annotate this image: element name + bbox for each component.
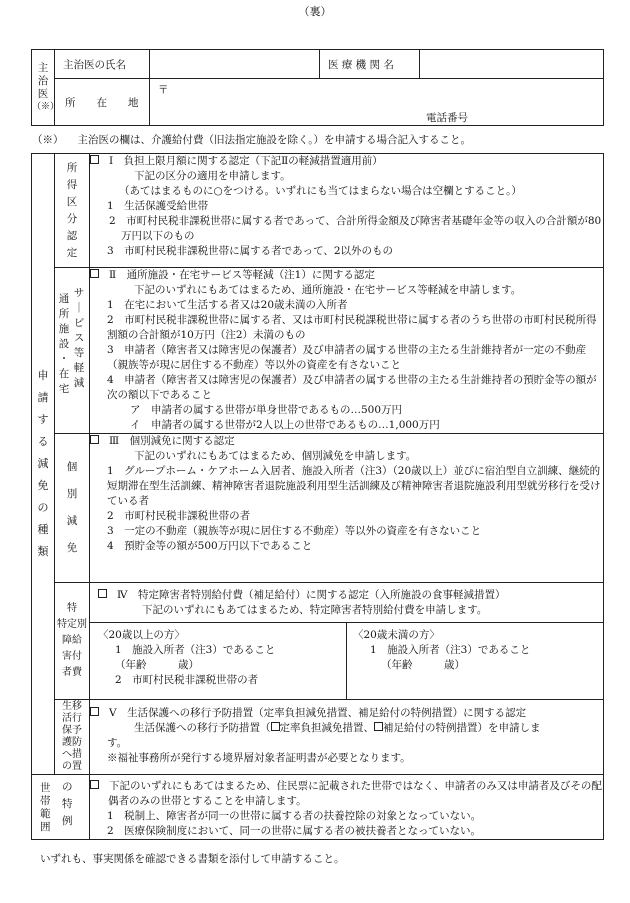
doctor-info-table [31,49,604,126]
home-service-reduction-label: 通 所 施 設 ・ 在 宅 サ ｜ ビ ス 等 軽 減 [55,268,90,434]
household-exception: 下記のいずれにもあてはまるため、住民票に記載された世帯ではなく、申請者のみ又は申請者及びその配偶者のみの世帯とすることを申請します。 1 税制上、障害者が同一の世帯に属する者の扶養控除の対象となっていない。 2 医療保険制度において、同一の世帯に属する者の被扶養者となっていない。 [90,775,604,840]
over-20-age-field[interactable]: （年齢 歳） [115,659,199,671]
reduction-types-label: 申 請 す る 減 免 の 種 類 [32,154,55,775]
medical-institution-field[interactable] [420,50,604,79]
over-20-column: 〈20歳以上の方〉 1 施設入所者（注3）であること （年齢 歳） 2 市町村民税非課税世帯の者 [90,623,347,699]
household-exception-checkbox[interactable] [90,780,99,789]
income-option-3[interactable]: 3 市町村民税非課税世帯に属する者であって、2以外のもの [107,245,394,257]
page-side-title: （裏） [298,5,332,18]
welfare-prevention-label: 生移 活行 保予 護防 へ措 の置 [55,700,90,775]
individual-reduction-label: 個 別 減 免 [55,434,90,583]
income-category-label: 所 得 区 分 認 定 [55,154,90,268]
section-1-income-category: Ⅰ 負担上限月額に関する認定（下記Ⅱの軽減措置適用前） 下記の区分の適用を申請します。 （あてはまるものに○をつける。いずれにも当てはまらない場合は空欄とすること。） 1 生活保護受給世帯 2 市町村民税非課税世帯に属する者であって、合計所得金額及び障害者基礎年金等の収入の合計額が80万円以下のもの 3 市町村民税非課税世帯に属する者であって、2以外のもの [90,154,604,268]
section-4-checkbox[interactable] [98,589,107,598]
doctor-note: （※） 主治医の欄は、介護給付費（旧法指定施設を除く。）を申請する場合記入すること。 [32,134,472,146]
section-2-home-service-reduction: Ⅱ 通所施設・在宅サービス等軽減（注1）に関する認定 下記のいずれにもあてはまるため、通所施設・在宅サービス等軽減を申請します。 1 在宅において生活する者又は20歳未満の入所者 2 市町村民税非課税世帯に属する者、又は市町村民税課税世帯に属する者のうち世帯の市町村民税所得割額の合計額が10万円（注2）未満のもの 3 申請者（障害者又は障害児の保護者）及び申請者の属する世帯の主たる生計維持者が一定の不動産（親族等が現に居住する不動産）等以外の資産を有さないこと 4 申請者（障害者又は障害児の保護者）及び申請者の属する世帯の主たる生計維持者の預貯金等の額が次の額以下であること ア 申請者の属する世帯が単身世帯であるもの…500万円 イ 申請者の属する世帯が2人以上の世帯であるもの…1,000万円 [90,268,604,434]
income-option-1[interactable]: 1 生活保護受給世帯 [107,200,209,212]
doctor-side-label: 主 治 医 （※） [32,50,55,126]
address-label: 所 在 地 [55,79,150,126]
household-exception-label: 世 帯 範 囲 の 特 例 [32,775,90,840]
section-5-checkbox[interactable] [90,707,99,716]
income-option-2[interactable]: 2 市町村民税非課税世帯に属する者であって、合計所得金額及び障害者基礎年金等の収入の合計額が80万円以下のもの [109,215,602,242]
footer-note: いずれも、事実関係を確認できる書類を添付して申請すること。 [40,853,345,865]
section-3-individual-reduction: Ⅲ 個別減免に関する認定 下記のいずれにもあてはまるため、個別減免を申請します。 1 グループホーム・ケアホーム入居者、施設入所者（注3）（20歳以上）並びに宿泊型自立訓練、継続的短期滞在型生活訓練、精神障害者退院施設利用型生活訓練及び精神障害者退院施設利用型就労移行を受けている者 2 市町村民税非課税世帯の者 3 一定の不動産（親族等が現に居住する不動産）等以外の資産を有さないこと 4 預貯金等の額が500万円以下であること [90,434,604,583]
postal-mark: 〒 [158,84,169,96]
reduction-types-table [31,153,604,840]
doctor-name-field[interactable] [150,50,320,79]
doctor-name-label: 主治医の氏名 [55,50,150,79]
special-benefit-label: 特 特定別 障給 害付 者費 [55,583,90,700]
under-20-column: 〈20歳未満の方〉 1 施設入所者（注3）であること （年齢 歳） [347,623,603,699]
medical-institution-label: 医 療 機 関 名 [320,50,420,79]
address-field[interactable] [150,79,604,126]
under-20-age-field[interactable]: （年齢 歳） [381,659,465,671]
section-2-checkbox[interactable] [90,269,99,278]
rate-burden-checkbox[interactable] [271,722,280,731]
supplementary-benefit-checkbox[interactable] [374,722,383,731]
section-4-special-benefit: Ⅳ 特定障害者特別給付費（補足給付）に関する認定（入所施設の食事軽減措置） 下記のいずれにもあてはまるため、特定障害者特別給付費を申請します。 〈20歳以上の方〉 1 施設入所者（注3）であること （年齢 歳） 2 市町村民税非課税世帯の者 〈20歳未満の方〉 1 施設入所者（注3）であること （年齢 歳） [90,583,604,700]
section-1-checkbox[interactable] [90,155,99,164]
section-5-welfare-prevention: Ⅴ 生活保護への移行予防措置（定率負担減免措置、補足給付の特例措置）に関する認定 生活保護への移行予防措置（ 定率負担減免措置、 補足給付の特例措置）を申請しま す。 ※福祉事務所が発行する境界層対象者証明書が必要となります。 [90,700,604,775]
section-3-checkbox[interactable] [90,435,99,444]
phone-label: 電話番号 [426,112,468,124]
